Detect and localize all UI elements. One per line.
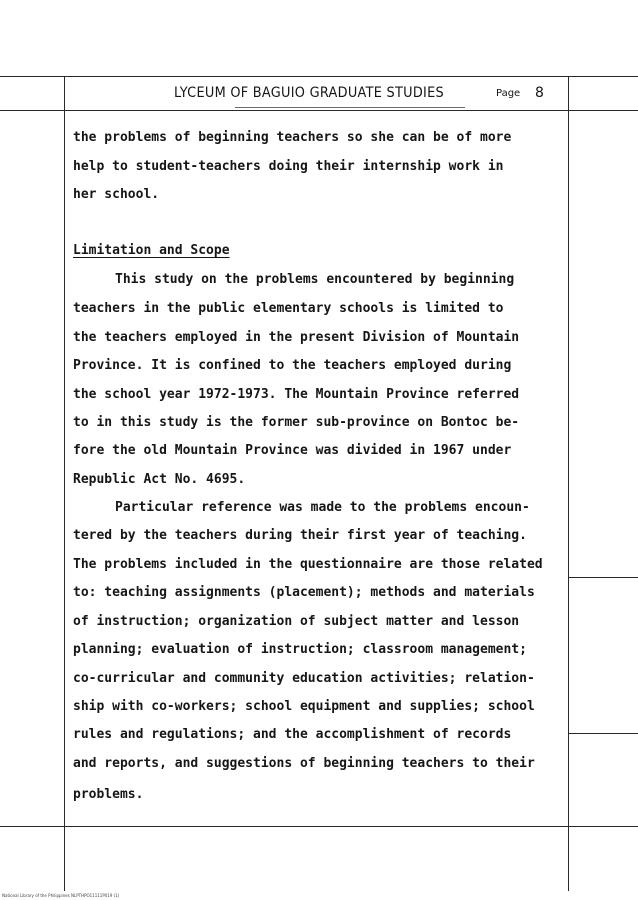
body-line: problems.: [73, 787, 144, 802]
body-line: tered by the teachers during their first year of teaching.: [73, 528, 527, 543]
body-line: fore the old Mountain Province was divided in 1967 under: [73, 443, 512, 458]
frame-header-rule: [0, 110, 638, 111]
header-title: LYCEUM OF BAGUIO GRADUATE STUDIES: [174, 85, 444, 101]
body-line: the problems of beginning teachers so she can be of more: [73, 130, 512, 145]
right-margin-tick-1: [568, 577, 638, 578]
body-line: the school year 1972-1973. The Mountain Province referred: [73, 387, 520, 402]
frame-right-margin-rule: [568, 76, 569, 891]
section-heading: Limitation and Scope: [73, 243, 230, 258]
body-line: This study on the problems encountered by beginning: [115, 272, 515, 287]
body-line: Republic Act No. 4695.: [73, 472, 246, 487]
body-line: planning; evaluation of instruction; classroom management;: [73, 642, 527, 657]
page-number: 8: [535, 85, 544, 101]
body-line: help to student-teachers doing their internship work in: [73, 159, 504, 174]
right-margin-tick-2: [568, 733, 638, 734]
body-line: of instruction; organization of subject matter and lesson: [73, 614, 520, 629]
body-line: her school.: [73, 187, 160, 202]
body-line: ship with co-workers; school equipment and supplies; school: [73, 699, 535, 714]
page-label: Page: [496, 88, 521, 99]
body-line: rules and regulations; and the accomplishment of records: [73, 727, 512, 742]
body-line: teachers in the public elementary schools is limited to: [73, 301, 504, 316]
body-line: The problems included in the questionnaire are those related: [73, 557, 543, 572]
frame-bottom-rule: [0, 826, 638, 827]
body-line: Particular reference was made to the problems encoun-: [115, 500, 530, 515]
body-line: co-curricular and community education activities; relation-: [73, 671, 535, 686]
body-line: the teachers employed in the present Division of Mountain: [73, 330, 520, 345]
frame-left-margin-rule: [64, 76, 65, 891]
body-line: and reports, and suggestions of beginning teachers to their: [73, 756, 535, 771]
frame-top-rule: [0, 76, 638, 77]
header-underline: [235, 107, 465, 108]
body-line: Province. It is confined to the teachers employed during: [73, 358, 512, 373]
body-line: to: teaching assignments (placement); methods and materials: [73, 585, 535, 600]
body-line: to in this study is the former sub-province on Bontoc be-: [73, 415, 520, 430]
archive-footer-note: National Library of the Philippines NLPTHPO11111P019 (1): [2, 893, 120, 898]
